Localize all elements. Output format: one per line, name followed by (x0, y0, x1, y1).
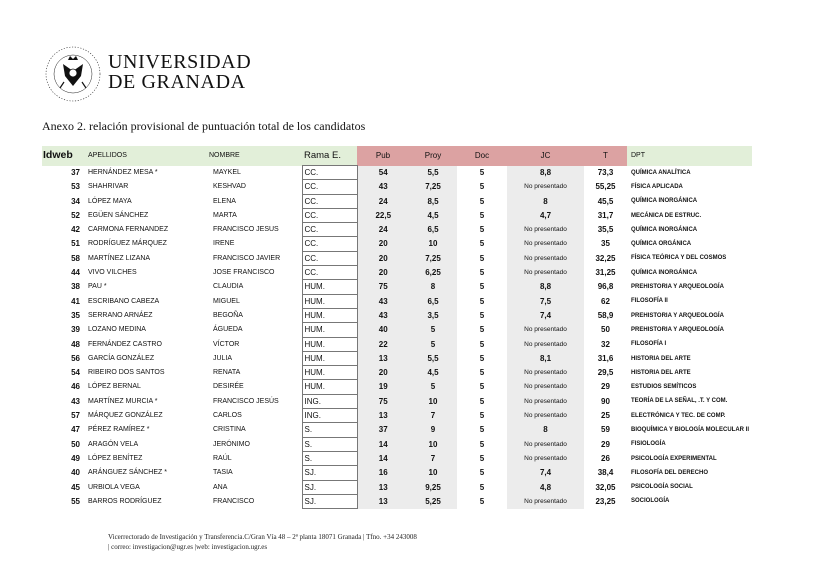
footer-line1: Vicerrectorado de Investigación y Transferencia.C/Gran Vía 48 – 2ª planta 18071 Granada | Tfno. +34 243008 (108, 533, 417, 541)
university-name-line2: DE GRANADA (108, 71, 246, 93)
cell-t: 58,9 (597, 310, 614, 320)
cell-proy: 10 (409, 437, 457, 451)
cell-pub: 14 (357, 451, 409, 465)
cell-proy: 6,5 (409, 294, 457, 308)
cell-rama: S. (302, 437, 357, 451)
cell-pub: 13 (357, 480, 409, 494)
cell-doc: 5 (479, 368, 485, 378)
cell-idweb: 50 (71, 439, 80, 449)
cell-doc: 5 (479, 468, 485, 478)
table-row (42, 494, 752, 508)
cell-nombre: IRENE (213, 240, 235, 248)
cell-jc: 8 (507, 194, 584, 208)
col-header-apellidos: APELLIDOS (84, 146, 209, 166)
cell-proy: 9,25 (409, 480, 457, 494)
col-header-pub: Pub (357, 146, 409, 166)
cell-doc: 5 (479, 382, 485, 392)
cell-idweb: 58 (71, 253, 80, 263)
cell-doc: 5 (479, 196, 485, 206)
cell-proy: 5 (409, 337, 457, 351)
cell-pub: 13 (357, 409, 409, 423)
cell-idweb: 55 (71, 496, 80, 506)
cell-t: 32,05 (595, 482, 616, 492)
cell-doc: 5 (479, 453, 485, 463)
cell-idweb: 37 (71, 168, 80, 177)
cell-doc: 5 (479, 411, 485, 421)
cell-apellidos: LÓPEZ BENÍTEZ (88, 454, 143, 462)
cell-proy: 10 (409, 466, 457, 480)
cell-t: 35 (601, 239, 610, 249)
cell-rama: HUM. (302, 323, 357, 337)
cell-proy: 4,5 (409, 208, 457, 222)
cell-t: 90 (601, 396, 610, 406)
cell-jc: 7,5 (507, 294, 584, 308)
table-row (42, 308, 752, 322)
cell-t: 38,4 (597, 468, 614, 478)
cell-pub: 13 (357, 351, 409, 365)
table-row (42, 251, 752, 265)
cell-rama: HUM. (302, 351, 357, 365)
cell-rama: CC. (302, 180, 357, 194)
cell-rama: ING. (302, 394, 357, 408)
cell-doc: 5 (479, 310, 485, 320)
table-body (42, 166, 752, 509)
cell-idweb: 43 (71, 396, 80, 406)
cell-doc: 5 (479, 168, 485, 177)
cell-proy: 8 (409, 280, 457, 294)
cell-rama: CC. (302, 223, 357, 237)
cell-idweb: 53 (71, 182, 80, 192)
cell-rama: CC. (302, 166, 357, 180)
cell-jc: No presentado (507, 337, 584, 351)
cell-pub: 75 (357, 280, 409, 294)
cell-apellidos: ESCRIBANO CABEZA (88, 297, 160, 305)
cell-pub: 24 (357, 223, 409, 237)
cell-rama: CC. (302, 208, 357, 222)
cell-t: 96,8 (597, 282, 614, 292)
table-row (42, 208, 752, 222)
cell-nombre: MIGUEL (213, 297, 240, 305)
cell-rama: SJ. (302, 494, 357, 508)
cell-t: 55,25 (595, 182, 616, 192)
cell-jc: 7,4 (507, 466, 584, 480)
cell-dpt: SOCIOLOGÍA (631, 498, 670, 505)
table-row (42, 337, 752, 351)
table-row (42, 480, 752, 494)
cell-dpt: ELECTRÓNICA Y TEC. DE COMP. (631, 412, 726, 419)
cell-proy: 10 (409, 394, 457, 408)
cell-jc: No presentado (507, 223, 584, 237)
cell-proy: 10 (409, 237, 457, 251)
table-row (42, 409, 752, 423)
cell-rama: S. (302, 423, 357, 437)
cell-rama: HUM. (302, 337, 357, 351)
cell-t: 73,3 (597, 168, 614, 177)
cell-t: 29,5 (597, 368, 614, 378)
cell-idweb: 52 (71, 210, 80, 220)
cell-idweb: 47 (71, 425, 80, 435)
cell-nombre: VÍCTOR (213, 340, 240, 348)
cell-t: 32 (601, 339, 610, 349)
cell-jc: 4,7 (507, 208, 584, 222)
cell-t: 50 (601, 325, 610, 335)
cell-idweb: 46 (71, 382, 80, 392)
cell-proy: 7,25 (409, 180, 457, 194)
cell-doc: 5 (479, 353, 485, 363)
cell-doc: 5 (479, 210, 485, 220)
cell-nombre: JOSE FRANCISCO (213, 269, 275, 277)
cell-pub: 16 (357, 466, 409, 480)
cell-apellidos: CARMONA FERNANDEZ (88, 226, 169, 234)
cell-proy: 7 (409, 409, 457, 423)
cell-t: 23,25 (595, 496, 616, 506)
cell-apellidos: PÉREZ RAMÍREZ * (88, 426, 150, 434)
cell-rama: HUM. (302, 380, 357, 394)
cell-pub: 19 (357, 380, 409, 394)
cell-nombre: JERÓNIMO (213, 440, 250, 448)
cell-idweb: 57 (71, 411, 80, 421)
cell-nombre: KESHVAD (213, 183, 246, 191)
cell-apellidos: RODRÍGUEZ MÁRQUEZ (88, 240, 167, 248)
cell-idweb: 39 (71, 325, 80, 335)
cell-apellidos: VIVO VILCHES (88, 269, 137, 277)
cell-pub: 20 (357, 251, 409, 265)
cell-jc: No presentado (507, 451, 584, 465)
cell-idweb: 40 (71, 468, 80, 478)
cell-proy: 5 (409, 380, 457, 394)
cell-doc: 5 (479, 339, 485, 349)
cell-dpt: QUÍMICA INORGÁNICA (631, 198, 698, 205)
cell-jc: No presentado (507, 237, 584, 251)
cell-doc: 5 (479, 239, 485, 249)
cell-dpt: FILOSOFÍA II (631, 298, 668, 305)
cell-nombre: ANA (213, 483, 228, 491)
table-row (42, 180, 752, 194)
cell-nombre: FRANCISCO JESUS (213, 226, 279, 234)
cell-dpt: BIOQUÍMICA Y BIOLOGÍA MOLECULAR II (631, 426, 750, 433)
cell-apellidos: LÓPEZ MAYA (88, 197, 132, 205)
cell-idweb: 45 (71, 482, 80, 492)
table-row (42, 394, 752, 408)
page-footer (108, 533, 417, 552)
cell-t: 59 (601, 425, 610, 435)
cell-jc: 8,8 (507, 166, 584, 180)
cell-dpt: PREHISTORIA Y ARQUEOLOGÍA (631, 284, 724, 291)
cell-dpt: FILOSOFÍA DEL DERECHO (631, 469, 709, 476)
table-row (42, 280, 752, 294)
cell-jc: 8 (507, 423, 584, 437)
cell-nombre: ELENA (213, 197, 236, 205)
cell-jc: 4,8 (507, 480, 584, 494)
cell-doc: 5 (479, 496, 485, 506)
cell-jc: No presentado (507, 323, 584, 337)
cell-dpt: PREHISTORIA Y ARQUEOLOGÍA (631, 326, 724, 333)
table-row (42, 437, 752, 451)
table-row (42, 366, 752, 380)
cell-proy: 6,5 (409, 223, 457, 237)
cell-nombre: RENATA (213, 369, 241, 377)
cell-t: 35,5 (597, 225, 614, 235)
cell-jc: No presentado (507, 494, 584, 508)
cell-doc: 5 (479, 439, 485, 449)
cell-apellidos: EGÜEN SÁNCHEZ (88, 211, 149, 219)
cell-doc: 5 (479, 253, 485, 263)
table-row (42, 294, 752, 308)
cell-doc: 5 (479, 425, 485, 435)
cell-apellidos: ARAGÓN VELA (88, 440, 139, 448)
cell-pub: 37 (357, 423, 409, 437)
cell-jc: No presentado (507, 437, 584, 451)
cell-rama: CC. (302, 194, 357, 208)
cell-rama: HUM. (302, 280, 357, 294)
cell-nombre: FRANCISCO (213, 497, 255, 505)
cell-nombre: CARLOS (213, 412, 242, 420)
cell-doc: 5 (479, 225, 485, 235)
cell-rama: HUM. (302, 308, 357, 322)
cell-doc: 5 (479, 182, 485, 192)
cell-rama: SJ. (302, 466, 357, 480)
cell-apellidos: SHAHRIVAR (88, 183, 129, 191)
cell-t: 31,25 (595, 268, 616, 278)
cell-nombre: MAYKEL (213, 169, 241, 176)
cell-apellidos: HERNÁNDEZ MESA * (88, 169, 158, 176)
cell-dpt: FILOSOFÍA I (631, 341, 667, 348)
table-header-row (42, 146, 752, 166)
table-row (42, 194, 752, 208)
cell-dpt: QUÍMICA INORGÁNICA (631, 269, 698, 276)
cell-doc: 5 (479, 268, 485, 278)
cell-proy: 3,5 (409, 308, 457, 322)
candidates-table (42, 146, 752, 509)
cell-apellidos: MÁRQUEZ GONZÁLEZ (88, 412, 163, 420)
cell-t: 62 (601, 296, 610, 306)
cell-dpt: FISIOLOGÍA (631, 441, 666, 448)
cell-apellidos: GARCÍA GONZÁLEZ (88, 354, 155, 362)
cell-idweb: 51 (71, 239, 80, 249)
table-row (42, 423, 752, 437)
cell-nombre: ÁGUEDA (213, 326, 243, 334)
cell-idweb: 38 (71, 282, 80, 292)
cell-rama: CC. (302, 251, 357, 265)
cell-nombre: FRANCISCO JESÚS (213, 397, 279, 405)
cell-idweb: 54 (71, 368, 80, 378)
university-name-line1: UNIVERSIDAD (108, 51, 252, 73)
cell-idweb: 56 (71, 353, 80, 363)
cell-proy: 5,25 (409, 494, 457, 508)
cell-dpt: HISTORIA DEL ARTE (631, 369, 691, 376)
cell-proy: 7,25 (409, 251, 457, 265)
cell-dpt: QUÍMICA ANALÍTICA (631, 169, 691, 176)
university-name (108, 52, 251, 92)
cell-jc: 7,4 (507, 308, 584, 322)
cell-apellidos: MARTÍNEZ LIZANA (88, 254, 151, 262)
cell-pub: 54 (357, 166, 409, 180)
cell-doc: 5 (479, 482, 485, 492)
cell-idweb: 41 (71, 296, 80, 306)
cell-rama: CC. (302, 237, 357, 251)
cell-nombre: RAÚL (213, 454, 232, 462)
col-header-doc: Doc (457, 146, 507, 166)
cell-pub: 43 (357, 308, 409, 322)
cell-rama: CC. (302, 266, 357, 280)
table-row (42, 266, 752, 280)
cell-nombre: BEGOÑA (213, 311, 243, 319)
cell-nombre: FRANCISCO JAVIER (213, 254, 281, 262)
cell-dpt: FÍSICA APLICADA (631, 183, 683, 190)
cell-dpt: QUÍMICA ORGÁNICA (631, 241, 692, 248)
col-header-t: T (584, 146, 627, 166)
cell-dpt: FÍSICA TEÓRICA Y DEL COSMOS (631, 255, 727, 262)
cell-apellidos: SERRANO ARNÁEZ (88, 311, 153, 319)
cell-apellidos: BARROS RODRÍGUEZ (88, 497, 162, 505)
cell-doc: 5 (479, 396, 485, 406)
cell-idweb: 44 (71, 268, 80, 278)
cell-t: 45,5 (597, 196, 614, 206)
cell-pub: 13 (357, 494, 409, 508)
cell-proy: 6,25 (409, 266, 457, 280)
cell-rama: SJ. (302, 480, 357, 494)
cell-nombre: CRISTINA (213, 426, 246, 434)
cell-jc: No presentado (507, 180, 584, 194)
cell-idweb: 35 (71, 310, 80, 320)
cell-rama: ING. (302, 409, 357, 423)
cell-dpt: QUÍMICA INORGÁNICA (631, 226, 698, 233)
cell-proy: 5 (409, 323, 457, 337)
cell-doc: 5 (479, 282, 485, 292)
cell-apellidos: PAU * (88, 283, 107, 291)
cell-jc: No presentado (507, 266, 584, 280)
cell-dpt: TEORÍA DE LA SEÑAL, .T. Y COM. (631, 398, 728, 405)
cell-jc: No presentado (507, 366, 584, 380)
cell-pub: 20 (357, 366, 409, 380)
table-row (42, 166, 752, 180)
cell-jc: No presentado (507, 380, 584, 394)
cell-nombre: DESIRÉE (213, 383, 244, 391)
cell-idweb: 49 (71, 453, 80, 463)
cell-pub: 40 (357, 323, 409, 337)
university-seal-icon (42, 44, 104, 104)
cell-pub: 14 (357, 437, 409, 451)
table-row (42, 237, 752, 251)
cell-apellidos: LOZANO MEDINA (88, 326, 146, 334)
cell-t: 29 (601, 382, 610, 392)
cell-t: 26 (601, 453, 610, 463)
table-row (42, 351, 752, 365)
cell-jc: No presentado (507, 251, 584, 265)
table-row (42, 223, 752, 237)
col-header-dpt: DPT (627, 146, 752, 166)
col-header-nombre: NOMBRE (209, 146, 302, 166)
cell-apellidos: URBIOLA VEGA (88, 483, 140, 491)
cell-dpt: PSICOLOGÍA SOCIAL (631, 484, 693, 491)
cell-t: 25 (601, 411, 610, 421)
cell-t: 31,7 (597, 210, 614, 220)
cell-nombre: JULIA (213, 354, 233, 362)
cell-pub: 20 (357, 237, 409, 251)
cell-doc: 5 (479, 325, 485, 335)
cell-proy: 7 (409, 451, 457, 465)
cell-apellidos: LÓPEZ BERNAL (88, 383, 141, 391)
footer-line2: | correo: investigacion@ugr.es |web: investigacion.ugr.es (108, 542, 268, 551)
cell-pub: 43 (357, 294, 409, 308)
cell-nombre: TASIA (213, 469, 233, 477)
cell-proy: 9 (409, 423, 457, 437)
table-row (42, 451, 752, 465)
cell-rama: S. (302, 451, 357, 465)
cell-idweb: 34 (71, 196, 80, 206)
cell-dpt: ESTUDIOS SEMÍTICOS (631, 384, 697, 391)
cell-proy: 8,5 (409, 194, 457, 208)
cell-pub: 24 (357, 194, 409, 208)
cell-nombre: MARTA (213, 211, 237, 219)
cell-dpt: MECÁNICA DE ESTRUC. (631, 212, 702, 219)
col-header-rama: Rama E. (302, 146, 357, 166)
cell-dpt: HISTORIA DEL ARTE (631, 355, 691, 362)
cell-t: 32,25 (595, 253, 616, 263)
cell-t: 31,6 (597, 353, 614, 363)
cell-rama: HUM. (302, 366, 357, 380)
document-subtitle: Anexo 2. relación provisional de puntuación total de los candidatos (42, 119, 366, 133)
cell-pub: 75 (357, 394, 409, 408)
cell-pub: 22 (357, 337, 409, 351)
cell-proy: 5,5 (409, 351, 457, 365)
cell-proy: 4,5 (409, 366, 457, 380)
cell-rama: HUM. (302, 294, 357, 308)
col-header-proy: Proy (409, 146, 457, 166)
col-header-jc: JC (507, 146, 584, 166)
cell-apellidos: RIBEIRO DOS SANTOS (88, 369, 165, 377)
cell-t: 29 (601, 439, 610, 449)
cell-jc: No presentado (507, 409, 584, 423)
table-row (42, 380, 752, 394)
cell-pub: 20 (357, 266, 409, 280)
cell-doc: 5 (479, 296, 485, 306)
cell-jc: 8,1 (507, 351, 584, 365)
cell-idweb: 42 (71, 225, 80, 235)
cell-idweb: 48 (71, 339, 80, 349)
cell-jc: 8,8 (507, 280, 584, 294)
cell-apellidos: ARÁNGUEZ SÁNCHEZ * (88, 469, 167, 477)
table-row (42, 466, 752, 480)
cell-apellidos: MARTÍNEZ MURCIA * (88, 397, 158, 405)
cell-pub: 22,5 (357, 208, 409, 222)
col-header-idweb: Idweb (42, 146, 84, 166)
table-row (42, 323, 752, 337)
cell-dpt: PREHISTORIA Y ARQUEOLOGÍA (631, 312, 724, 319)
cell-apellidos: FERNÁNDEZ CASTRO (88, 340, 162, 348)
cell-jc: No presentado (507, 394, 584, 408)
cell-proy: 5,5 (409, 166, 457, 180)
cell-nombre: CLAUDIA (213, 283, 244, 291)
cell-dpt: PSICOLOGÍA EXPERIMENTAL (631, 455, 717, 462)
cell-pub: 43 (357, 180, 409, 194)
